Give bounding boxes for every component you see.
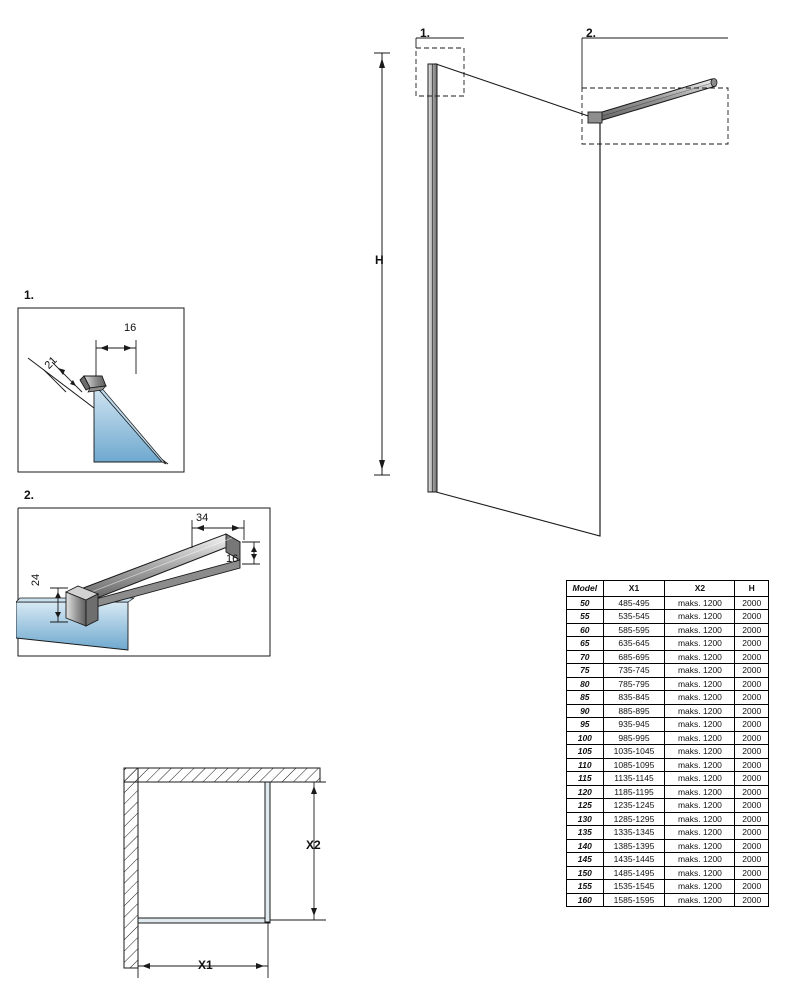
table-cell-model: 55: [567, 610, 604, 624]
plan-glass: [138, 918, 270, 923]
table-cell-x2: maks. 1200: [665, 799, 735, 813]
table-row: [567, 880, 769, 894]
bar-glass-holder: [588, 112, 602, 123]
table-cell-h: 2000: [735, 785, 769, 799]
detail-2-dim-34-label: 34: [196, 512, 209, 524]
detail-2-wall-holder: [66, 586, 98, 626]
table-cell-x1: 1235-1245: [603, 799, 665, 813]
table-cell-h: 2000: [735, 745, 769, 759]
table-cell-x1: 1085-1095: [603, 758, 665, 772]
table-row: [567, 866, 769, 880]
table-header-x2: X2: [665, 581, 735, 597]
table-cell-model: 90: [567, 704, 604, 718]
table-cell-model: 95: [567, 718, 604, 732]
table-cell-x2: maks. 1200: [665, 596, 735, 610]
table-cell-x1: 535-545: [603, 610, 665, 624]
table-cell-x2: maks. 1200: [665, 610, 735, 624]
table-cell-h: 2000: [735, 880, 769, 894]
table-cell-x1: 635-645: [603, 637, 665, 651]
table-cell-h: 2000: [735, 623, 769, 637]
plan-wall-left: [124, 768, 138, 968]
table-cell-model: 150: [567, 866, 604, 880]
table-cell-x2: maks. 1200: [665, 772, 735, 786]
detail-1-dim-21-label: 21: [42, 354, 60, 372]
table-cell-x1: 1485-1495: [603, 866, 665, 880]
table-row: [567, 731, 769, 745]
table-cell-model: 110: [567, 758, 604, 772]
table-cell-model: 80: [567, 677, 604, 691]
table-cell-model: 100: [567, 731, 604, 745]
table-cell-x1: 785-795: [603, 677, 665, 691]
detail-2-bar: [78, 534, 240, 608]
table-row: [567, 704, 769, 718]
table-row: [567, 799, 769, 813]
table-header-h: H: [735, 581, 769, 597]
table-cell-x2: maks. 1200: [665, 650, 735, 664]
table-cell-x1: 1035-1045: [603, 745, 665, 759]
table-cell-x2: maks. 1200: [665, 893, 735, 907]
table-cell-x1: 585-595: [603, 623, 665, 637]
stabiliser-bar: [592, 79, 717, 123]
table-row: [567, 758, 769, 772]
table-cell-h: 2000: [735, 853, 769, 867]
table-cell-x1: 835-845: [603, 691, 665, 705]
table-cell-model: 140: [567, 839, 604, 853]
table-cell-model: 70: [567, 650, 604, 664]
detail-1-dim-16-label: 16: [124, 322, 137, 334]
table-cell-x1: 735-745: [603, 664, 665, 678]
table-cell-x2: maks. 1200: [665, 718, 735, 732]
detail-2-dim-24-label: 24: [30, 573, 43, 587]
table-cell-x1: 1135-1145: [603, 772, 665, 786]
table-cell-x2: maks. 1200: [665, 637, 735, 651]
table-row: [567, 664, 769, 678]
table-cell-model: 120: [567, 785, 604, 799]
table-header-model: Model: [567, 581, 604, 597]
detail-1-profile: [80, 376, 106, 392]
detail-1-view: [16, 306, 186, 474]
table-cell-h: 2000: [735, 677, 769, 691]
table-cell-model: 60: [567, 623, 604, 637]
table-row: [567, 691, 769, 705]
table-cell-x1: 885-895: [603, 704, 665, 718]
table-cell-h: 2000: [735, 596, 769, 610]
table-row: [567, 650, 769, 664]
table-cell-x2: maks. 1200: [665, 745, 735, 759]
table-cell-model: 155: [567, 880, 604, 894]
table-cell-h: 2000: [735, 637, 769, 651]
main-elevation-view: [360, 20, 780, 560]
table-row: [567, 785, 769, 799]
detail-2-dim-16: [242, 542, 260, 564]
table-header-x1: X1: [603, 581, 665, 597]
table-row: [567, 596, 769, 610]
specification-table: [566, 580, 769, 907]
table-cell-x2: maks. 1200: [665, 826, 735, 840]
detail-2-dim-16-label: 16: [226, 553, 239, 565]
plan-view: [110, 750, 360, 990]
table-cell-model: 125: [567, 799, 604, 813]
table-cell-model: 105: [567, 745, 604, 759]
table-cell-x1: 485-495: [603, 596, 665, 610]
table-cell-x2: maks. 1200: [665, 704, 735, 718]
table-cell-model: 160: [567, 893, 604, 907]
table-cell-h: 2000: [735, 866, 769, 880]
table-row: [567, 839, 769, 853]
table-cell-h: 2000: [735, 731, 769, 745]
plan-dim-x2-label: X2: [306, 838, 321, 852]
table-row: [567, 826, 769, 840]
table-cell-x2: maks. 1200: [665, 677, 735, 691]
table-row: [567, 812, 769, 826]
table-cell-x1: 1385-1395: [603, 839, 665, 853]
wall-profile: [428, 64, 437, 492]
callout-1-main: 1.: [420, 26, 431, 40]
plan-dim-x1-label: X1: [198, 958, 213, 972]
table-cell-x2: maks. 1200: [665, 758, 735, 772]
table-cell-x1: 1185-1195: [603, 785, 665, 799]
table-cell-x1: 1335-1345: [603, 826, 665, 840]
table-cell-model: 65: [567, 637, 604, 651]
glass-panel: [436, 64, 600, 536]
table-row: [567, 893, 769, 907]
table-cell-h: 2000: [735, 839, 769, 853]
table-cell-x1: 1585-1595: [603, 893, 665, 907]
table-cell-h: 2000: [735, 772, 769, 786]
table-cell-h: 2000: [735, 610, 769, 624]
table-cell-x1: 685-695: [603, 650, 665, 664]
table-cell-model: 85: [567, 691, 604, 705]
callout-2-main: 2.: [586, 26, 597, 40]
plan-bar: [265, 782, 270, 922]
table-row: [567, 772, 769, 786]
detail-2-view: [16, 506, 276, 658]
table-cell-x2: maks. 1200: [665, 880, 735, 894]
table-cell-x2: maks. 1200: [665, 731, 735, 745]
table-cell-x2: maks. 1200: [665, 691, 735, 705]
table-row: [567, 745, 769, 759]
table-cell-h: 2000: [735, 650, 769, 664]
detail-2-title: 2.: [24, 488, 35, 502]
table-row: [567, 637, 769, 651]
table-row: [567, 610, 769, 624]
table-cell-h: 2000: [735, 826, 769, 840]
detail-1-title: 1.: [24, 288, 35, 302]
table-cell-model: 145: [567, 853, 604, 867]
table-cell-h: 2000: [735, 812, 769, 826]
table-cell-x2: maks. 1200: [665, 812, 735, 826]
table-row: [567, 677, 769, 691]
table-cell-x2: maks. 1200: [665, 623, 735, 637]
table-row: [567, 623, 769, 637]
table-cell-model: 130: [567, 812, 604, 826]
table-cell-h: 2000: [735, 758, 769, 772]
table-cell-model: 115: [567, 772, 604, 786]
table-cell-h: 2000: [735, 893, 769, 907]
table-body: [567, 596, 769, 907]
table-cell-model: 75: [567, 664, 604, 678]
table-cell-x2: maks. 1200: [665, 664, 735, 678]
table-cell-x1: 935-945: [603, 718, 665, 732]
table-cell-x1: 1535-1545: [603, 880, 665, 894]
detail-1-dim-16: [96, 340, 136, 376]
table-cell-x1: 1285-1295: [603, 812, 665, 826]
table-cell-h: 2000: [735, 799, 769, 813]
table-cell-h: 2000: [735, 704, 769, 718]
table-cell-x2: maks. 1200: [665, 839, 735, 853]
table-row: [567, 853, 769, 867]
height-label: H: [375, 253, 384, 267]
table-cell-model: 135: [567, 826, 604, 840]
plan-wall-top: [124, 768, 320, 782]
table-cell-x2: maks. 1200: [665, 853, 735, 867]
table-cell-x2: maks. 1200: [665, 785, 735, 799]
table-cell-x1: 985-995: [603, 731, 665, 745]
table-cell-model: 50: [567, 596, 604, 610]
table-row: [567, 718, 769, 732]
table-cell-h: 2000: [735, 718, 769, 732]
table-cell-h: 2000: [735, 664, 769, 678]
table-header-row: [567, 581, 769, 597]
table-cell-h: 2000: [735, 691, 769, 705]
table-cell-x2: maks. 1200: [665, 866, 735, 880]
table-cell-x1: 1435-1445: [603, 853, 665, 867]
